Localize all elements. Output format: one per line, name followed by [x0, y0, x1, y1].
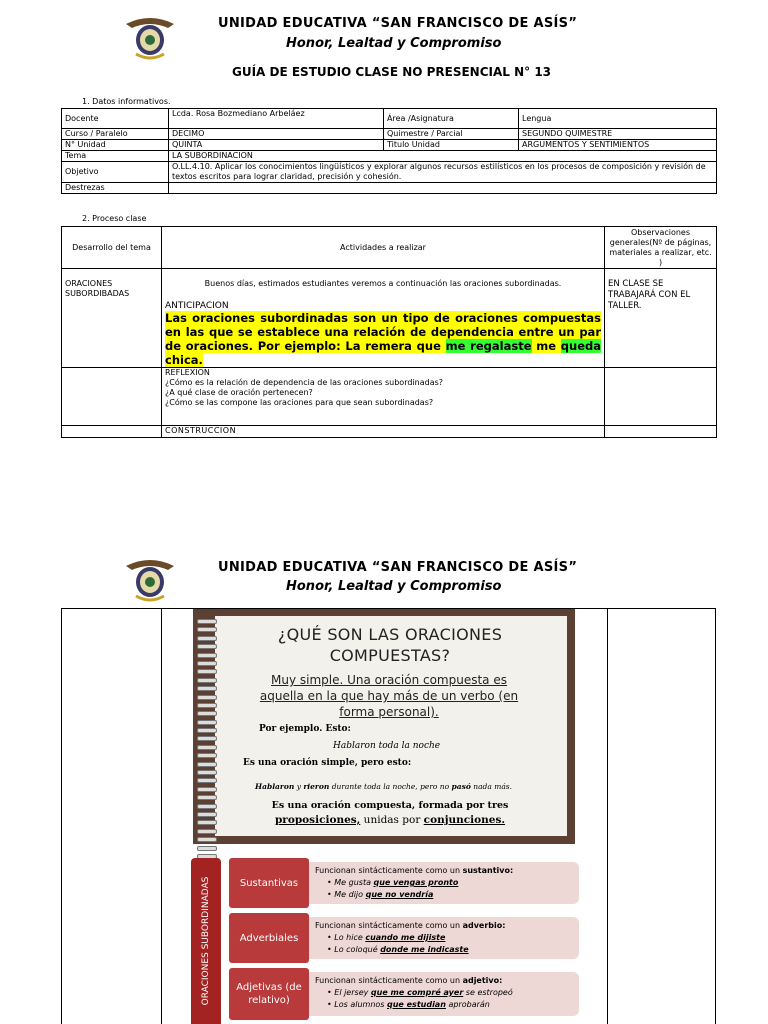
highlight-verb-queda: queda — [560, 339, 601, 353]
ex-sub: donde me indicaste — [380, 945, 469, 954]
tema-label: Tema — [62, 151, 169, 162]
slide-paper — [215, 616, 567, 836]
slide1-example2 — [255, 782, 512, 791]
unidad-value: QUINTA — [169, 140, 384, 151]
ex-text: Lo hice — [334, 933, 366, 942]
info-table — [61, 108, 717, 194]
objetivo-value: O.LL.4.10. Aplicar los conocimientos lingüísticos y explorar algunos recursos estilísticos en los procesos de composición y revisión de textos escritos para lograr claridad, precisión y cohesión. — [169, 162, 717, 183]
ex-text: Me gusta — [334, 878, 374, 887]
greeting-text: Buenos días, estimados estudiantes veremos a continuación las oraciones subordinadas. — [204, 279, 562, 288]
slide1-simple: Es una oración simple, pero esto: — [243, 758, 412, 768]
example-line: • Me gusta que vengas pronto — [327, 878, 459, 887]
construccion-label: CONSTRUCCION — [162, 426, 605, 438]
unidad-label: N° Unidad — [62, 140, 169, 151]
highlight-paragraph — [165, 311, 601, 367]
ex-text: Los alumnos — [334, 1000, 387, 1009]
example-line: • Lo hice cuando me dijiste — [327, 933, 446, 942]
cat-adverbiales-label: Adverbiales — [239, 932, 299, 944]
example-line: • Lo coloqué donde me indicaste — [327, 945, 469, 954]
compuesta-line2 — [255, 813, 525, 827]
cat-sustantivas — [229, 858, 309, 908]
example-line: • Los alumnos que estudian aprobarán — [327, 1000, 490, 1009]
ex-sub: que me compré ayer — [370, 988, 464, 997]
destrezas-label: Destrezas — [62, 183, 169, 194]
topic-cell: ORACIONES SUBORDIBADAS — [62, 269, 162, 368]
page2-col-divider-2 — [607, 608, 608, 1024]
empty-cell-3 — [62, 426, 162, 438]
titulo-value: ARGUMENTOS Y SENTIMIENTOS — [519, 140, 717, 151]
area-value: Lengua — [519, 109, 717, 129]
ex-text: Me dijo — [334, 890, 366, 899]
verb-rieron: rieron — [303, 782, 330, 791]
example-line: • Me dijo que no vendría — [327, 890, 434, 899]
quimestre-label: Quimestre / Parcial — [384, 129, 519, 140]
empty-cell-4 — [605, 426, 717, 438]
slide1-title: ¿QUÉ SON LAS ORACIONES COMPUESTAS? — [277, 625, 503, 665]
docente-value: Lcda. Rosa Bozmediano Arbeláez — [169, 109, 384, 129]
area-label: Área /Asignatura — [384, 109, 519, 129]
ex2-y: y — [294, 782, 304, 791]
reflexion-label: REFLEXION — [165, 368, 210, 377]
col-observaciones: Observaciones generales(Nº de páginas, materiales a realizar, etc. ) — [605, 227, 717, 269]
desc-sustantivas — [309, 862, 579, 904]
question-1: ¿Cómo es la relación de dependencia de las oraciones subordinadas? — [165, 378, 444, 387]
col-desarrollo: Desarrollo del tema — [62, 227, 162, 269]
slide1-example1: Hablaron toda la noche — [333, 741, 441, 751]
school-motto-2: Honor, Lealtad y Compromiso — [286, 579, 502, 594]
desc-adjetivas-lead — [315, 975, 573, 987]
observacion-cell: EN CLASE SE TRABAJARÁ CON EL TALLER. — [605, 269, 717, 368]
curso-value: DECIMO — [169, 129, 384, 140]
process-table — [61, 226, 717, 438]
ex-sub: que no vendría — [365, 890, 434, 899]
titulo-label: Titulo Unidad — [384, 140, 519, 151]
desc-adjetivas — [309, 972, 579, 1016]
col-actividades: Actividades a realizar — [162, 227, 605, 269]
side-label-text: ORACIONES SUBORDINADAS — [201, 876, 211, 1006]
school-name: UNIDAD EDUCATIVA “SAN FRANCISCO DE ASÍS” — [218, 16, 578, 31]
quimestre-value: SEGUNDO QUIMESTRE — [519, 129, 717, 140]
school-name-2: UNIDAD EDUCATIVA “SAN FRANCISCO DE ASÍS” — [218, 560, 578, 575]
page2-col-divider-1 — [161, 608, 162, 1024]
compuesta-line1: Es una oración compuesta, formada por tres — [271, 800, 509, 811]
desc-adverbiales — [309, 917, 579, 959]
curso-label: Curso / Paralelo — [62, 129, 169, 140]
keyword: sustantivo: — [462, 866, 514, 875]
highlight-end: chica. — [165, 353, 203, 367]
cat-sustantivas-label: Sustantivas — [239, 877, 299, 889]
highlight-verb-regalaste: me regalaste — [445, 339, 532, 353]
slide1-compuesta — [255, 799, 525, 827]
section-proceso: 2. Proceso clase — [82, 214, 147, 223]
section-datos: 1. Datos informativos. — [82, 97, 171, 106]
lead-text: Funcionan sintácticamente como un — [315, 866, 463, 875]
cat-adverbiales — [229, 913, 309, 963]
empty-cell-2 — [605, 368, 717, 426]
question-2: ¿A qué clase de oración pertenecen? — [165, 388, 313, 397]
highlight-me: me — [531, 339, 561, 353]
verb-paso: pasó — [451, 782, 471, 791]
ex-sub: que vengas pronto — [373, 878, 459, 887]
cat-adjetivas-label: Adjetivas (de relativo) — [236, 982, 302, 1006]
ex-sub: cuando me dijiste — [365, 933, 446, 942]
tema-value: LA SUBORDINACION — [169, 151, 717, 162]
ex-text: El jersey — [334, 988, 371, 997]
subordinadas-side-label — [191, 858, 221, 1024]
reflexion-cell — [162, 368, 605, 426]
guide-title: GUÍA DE ESTUDIO CLASE NO PRESENCIAL N° 13 — [232, 65, 552, 79]
desc-sustantivas-lead — [315, 865, 573, 877]
lead-text: Funcionan sintácticamente como un — [315, 921, 463, 930]
school-motto: Honor, Lealtad y Compromiso — [286, 36, 502, 51]
ex-tail: aprobarán — [445, 1000, 490, 1009]
lead-text: Funcionan sintácticamente como un — [315, 976, 463, 985]
objetivo-label: Objetivo — [62, 162, 169, 183]
highlight-definition: Las oraciones subordinadas son un tipo de oraciones compuestas en las que se establece una relación de dependencia entre un par de oraciones. Por ejemplo: La remera que — [165, 311, 601, 353]
desc-adverbiales-lead — [315, 920, 573, 932]
docente-label: Docente — [62, 109, 169, 129]
ex-sub: que estudian — [387, 1000, 446, 1009]
activity-cell — [162, 269, 605, 368]
word-proposiciones: proposiciones, — [274, 814, 361, 826]
ex2-end: nada más. — [470, 782, 513, 791]
example-line: • El jersey que me compré ayer se estropeó — [327, 988, 513, 997]
empty-cell-1 — [62, 368, 162, 426]
ex-tail: se estropeó — [463, 988, 513, 997]
slide1-ejemplo: Por ejemplo. Esto: — [259, 724, 351, 734]
spiral-binding — [197, 619, 217, 862]
ex2-mid: durante toda la noche, pero no — [329, 782, 452, 791]
school-crest-icon — [124, 10, 176, 62]
slide-oraciones-compuestas — [193, 609, 575, 844]
school-crest-icon — [124, 552, 176, 604]
destrezas-value — [169, 183, 717, 194]
ex-text: Lo coloqué — [334, 945, 381, 954]
cat-adjetivas — [229, 968, 309, 1020]
word-unidas: unidas por — [360, 814, 424, 826]
anticipacion-label: ANTICIPACION — [165, 301, 229, 311]
slide1-definition: Muy simple. Una oración compuesta es aquella en la que hay más de un verbo (en forma personal). — [259, 673, 519, 719]
keyword: adjetivo: — [462, 976, 503, 985]
word-conjunciones: conjunciones. — [423, 814, 506, 826]
question-3: ¿Cómo se las compone las oraciones para que sean subordinadas? — [165, 398, 434, 407]
keyword: adverbio: — [462, 921, 506, 930]
verb-hablaron: Hablaron — [255, 782, 295, 791]
